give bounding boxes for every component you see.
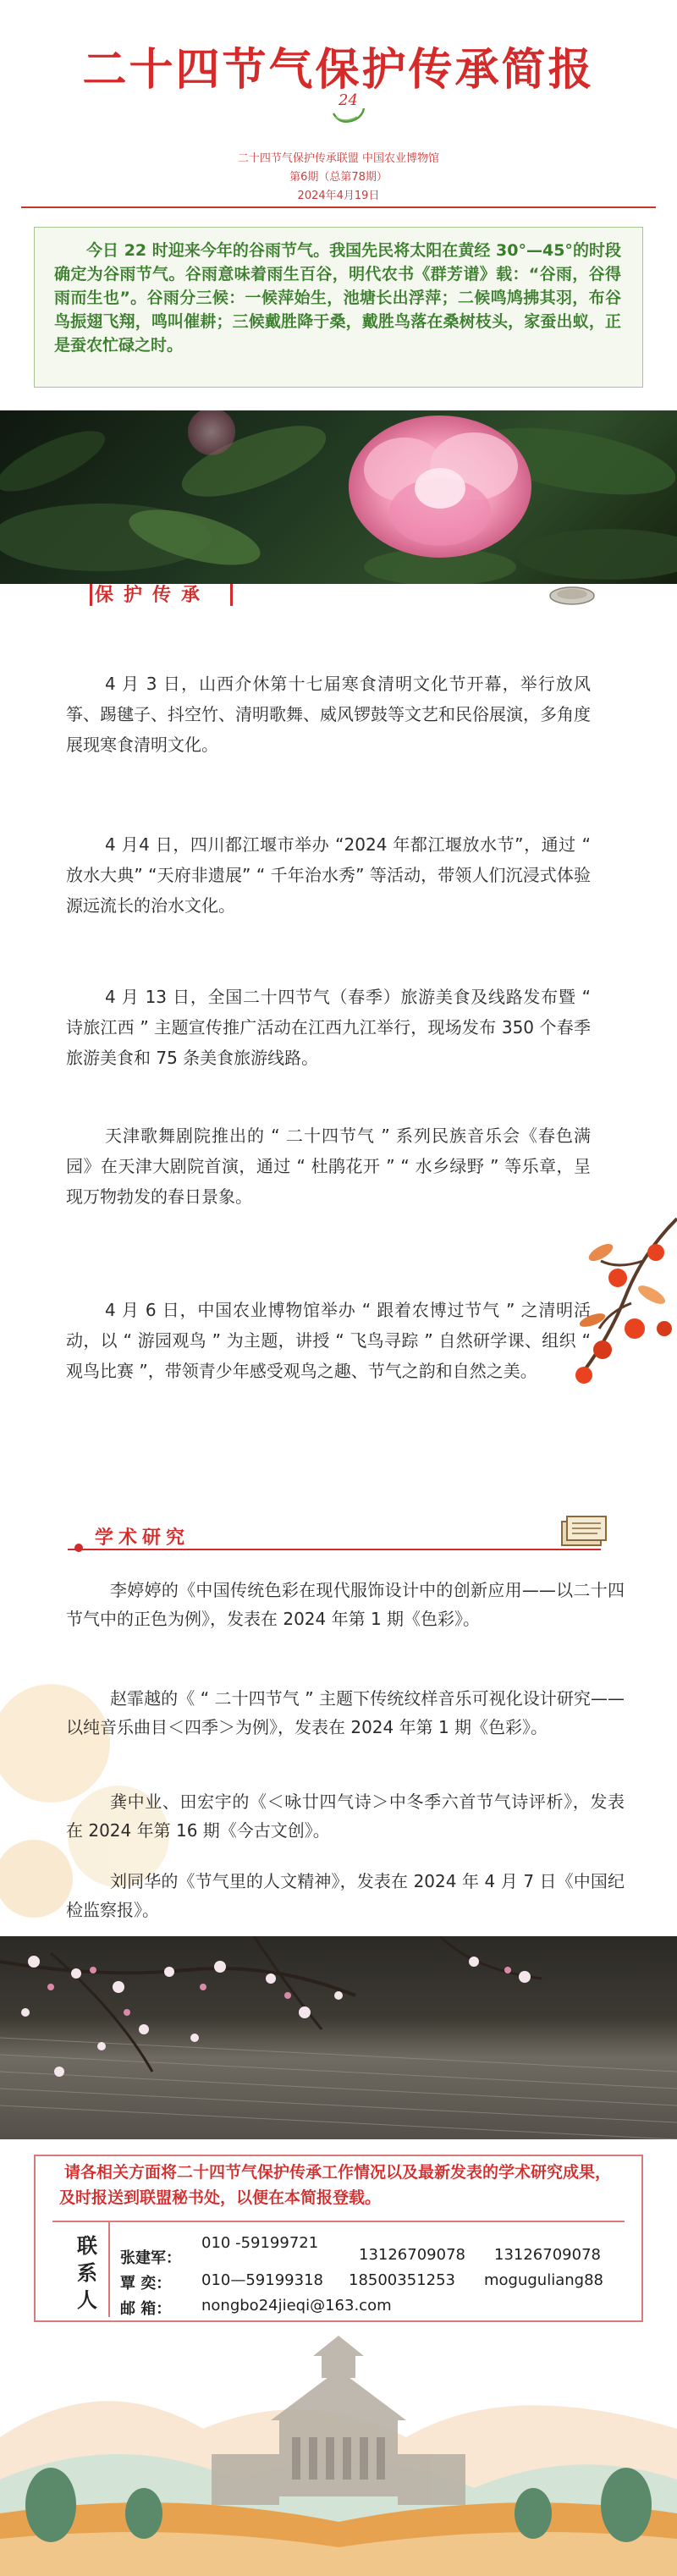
book-icon [559, 1515, 609, 1550]
news-item: 4 月 3 日，山西介休第十七届寒食清明文化节开幕，举行放风筝、踢毽子、抖空竹、清明歌舞、威风锣鼓等文艺和民俗展演，多角度展现寒食清明文化。 [66, 674, 591, 755]
news-item: 天津歌舞剧院推出的 “ 二十四节气 ” 系列民族音乐会《春色满园》在天津大剧院首演，通过 “ 杜鹃花开 ” “ 水乡绿野 ” 等乐章，呈现万物勃发的春日景象。 [66, 1126, 591, 1207]
contact-tan-tel: 010—59199318 [201, 2271, 323, 2289]
peony-illustration [0, 410, 677, 584]
persimmon-branch-illustration [550, 1202, 677, 1422]
section-bar-right [230, 584, 233, 606]
contact-divider [108, 2222, 110, 2317]
solar-terms-logo [328, 91, 367, 129]
section-heading-protect: 保护传承 [95, 584, 211, 606]
research-item: 刘同华的《节气里的人文精神》，发表在 2024 年 4 月 7 日《中国纪检监察报》。 [66, 1871, 625, 1920]
logo-number: 24 [338, 91, 358, 109]
issue-date: 2024年4月19日 [297, 190, 380, 202]
contact-tan-label: 覃 奕： [120, 2275, 172, 2293]
news-item: 4 月 6 日，中国农业博物馆举办 “ 跟着农博过节气 ” 之清明活动，以 “ 游园观鸟 ” 为主题，讲授 “ 飞鸟寻踪 ” 自然研学课、组织 “ 观鸟比赛 ”，带领青少年感受观鸟之趣、节气之韵和自然之美。 [66, 1300, 591, 1381]
intro-text: 今日 22 时迎来今年的谷雨节气。我国先民将太阳在黄经 30°—45°的时段确定为谷雨节气。谷雨意味着雨生百谷，明代农书《群芳谱》载：“谷雨，谷得雨而生也”。谷雨分三候：一候萍始生，池塘长出浮萍；二候鸣鸠拂其羽，布谷鸟振翅飞翔，鸣叫催耕；三候戴胜降于桑，戴胜鸟落在桑树枝头，家蚕出蚁，正是蚕农忙碌之时。 [54, 241, 621, 355]
section-bar-left [90, 584, 92, 606]
section-heading-research: 学术研究 [95, 1527, 190, 1549]
contact-tan-id: moguguliang88 [484, 2271, 603, 2289]
blossom-roof-photo [0, 1936, 677, 2139]
contact-email-label: 邮 箱： [120, 2300, 172, 2318]
contact-zhang-mobile: 13126709078 [359, 2246, 465, 2264]
logo-swoosh-icon [328, 91, 367, 129]
contact-email[interactable]: nongbo24jieqi@163.com [201, 2297, 392, 2315]
contact-zhang-tel: 010 -59199721 [201, 2234, 319, 2252]
contact-zhang-label: 张建军： [120, 2249, 181, 2267]
research-item: 李婷婷的《中国传统色彩在现代服饰设计中的创新应用——以二十四节气中的正色为例》，发表在 2024 年第 1 期《色彩》。 [66, 1580, 625, 1629]
news-item: 4 月4 日，四川都江堰市举办 “2024 年都江堰放水节”，通过 “ 放水大典” “天府非遗展” “ 千年治水秀” 等活动，带领人们沉浸式体验源远流长的治水文化。 [66, 834, 591, 916]
news-item: 4 月 13 日，全国二十四节气（春季）旅游美食及线路发布暨 “ 诗旅江西 ” 主题宣传推广活动在江西九江举行，现场发布 350 个春季旅游美食和 75 条美食旅游线路。 [66, 987, 591, 1068]
research-item: 龚中业、田宏宇的《＜咏廿四气诗＞中冬季六首节气诗评析》，发表在 2024 年第 16 期《今古文创》。 [66, 1792, 625, 1841]
research-item: 赵霏越的《 “ 二十四节气 ” 主题下传统纹样音乐可视化设计研究——以纯音乐曲目＜四季＞为例》，发表在 2024 年第 1 期《色彩》。 [66, 1688, 625, 1737]
museum-landscape-footer [0, 2336, 677, 2576]
museum-landscape-illustration [0, 2336, 677, 2576]
blossom-illustration [0, 1936, 677, 2139]
contact-tan-mobile: 18500351253 [349, 2271, 455, 2289]
research-dot [74, 1544, 83, 1552]
ink-stone-icon [548, 584, 596, 608]
peony-photo [0, 410, 677, 584]
contact-zhang-mobile-2: 13126709078 [494, 2246, 601, 2264]
issue-number: 第6期（总第78期） [289, 171, 388, 184]
briefing-title: 二十四节气保护传承简报 [82, 44, 595, 96]
header-divider [21, 206, 656, 208]
organizers: 二十四节气保护传承联盟 中国农业博物馆 [237, 152, 440, 165]
notice-text: 请各相关方面将二十四节气保护传承工作情况以及最新发表的学术研究成果，及时报送到联盟秘书处，以便在本简报登载。 [59, 2163, 612, 2207]
contact-label: 联系人 [77, 2234, 97, 2312]
